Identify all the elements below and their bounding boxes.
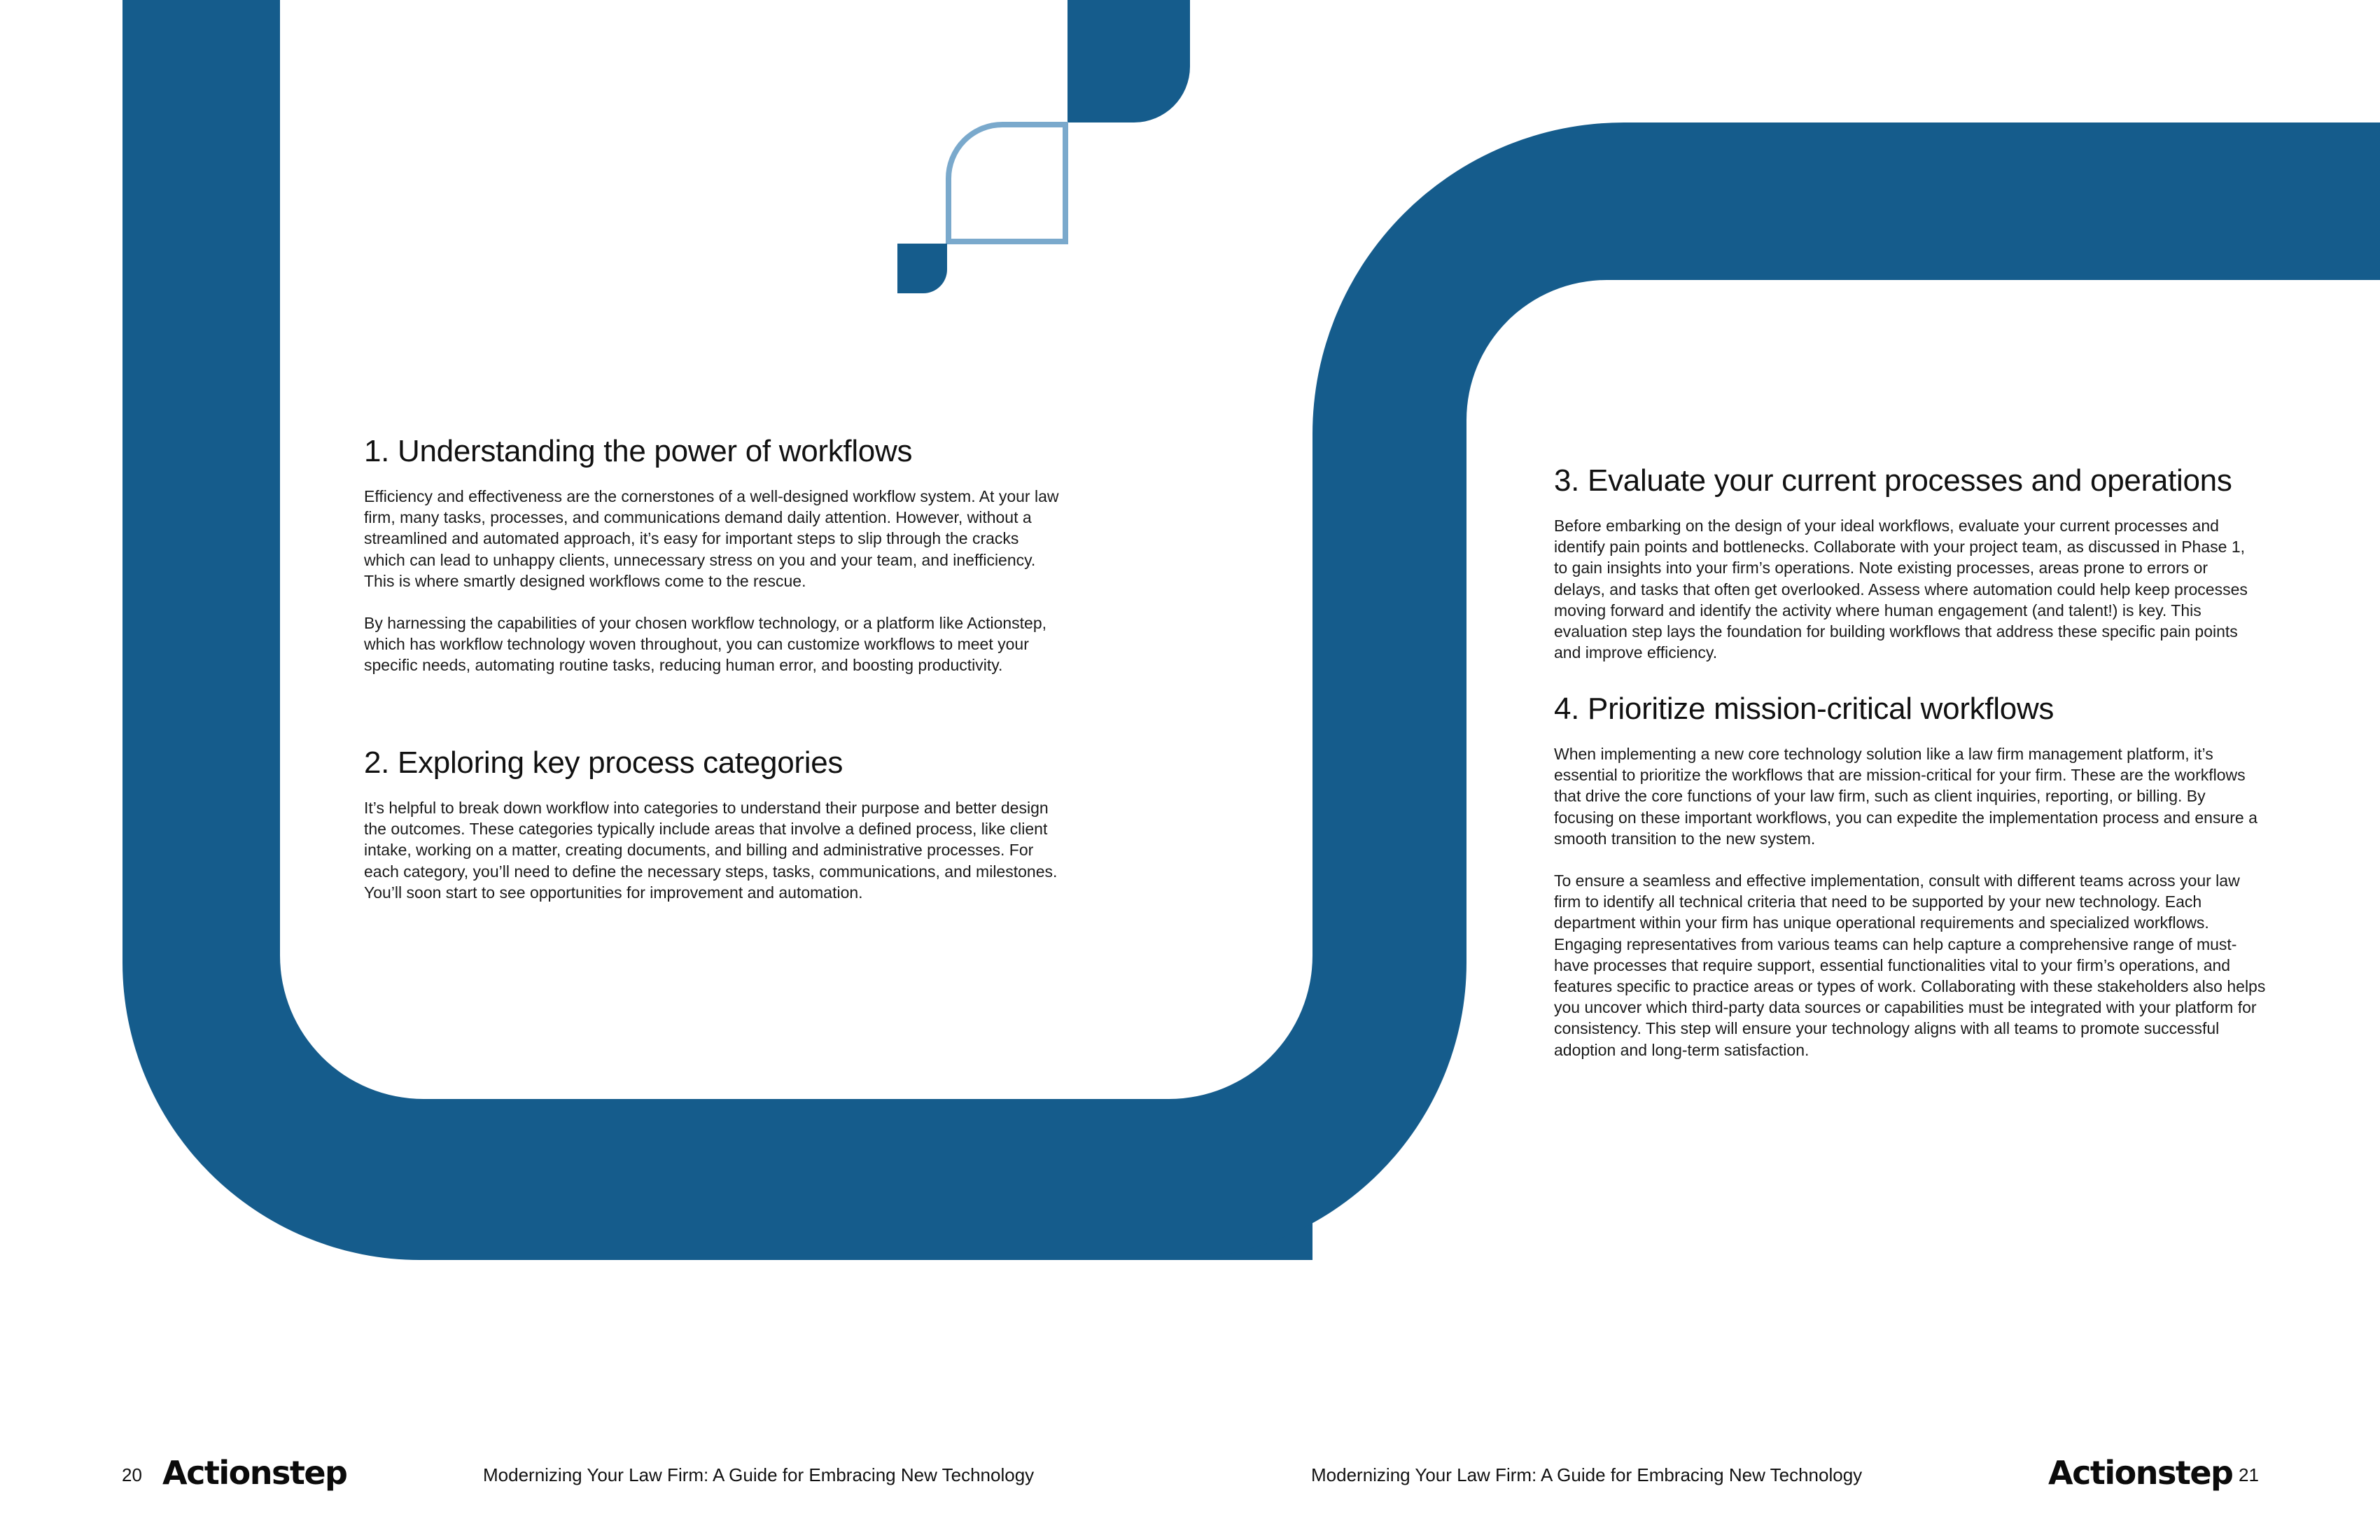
small-block-shape: [897, 244, 947, 293]
section-evaluate-processes: [1554, 462, 2261, 684]
section-key-process-categories: [364, 744, 1064, 924]
section-paragraph: By harnessing the capabilities of your chosen workflow technology, or a platform like Actionstep, which has workflow technology woven throughout, you can customize workflows to meet your specific needs, automating routine tasks, reducing human error, and boosting productivity.: [364, 614, 1047, 675]
top-block-shape: [1068, 0, 1190, 122]
section-understanding-workflows: [364, 433, 1064, 697]
right-footer-title: Modernizing Your Law Firm: A Guide for Embracing New Technology: [1311, 1464, 1863, 1485]
left-actionstep-logo: Actionstep: [162, 1454, 347, 1492]
section-heading: 4. Prioritize mission-critical workflows: [1554, 692, 2054, 726]
section-heading: 3. Evaluate your current processes and operations: [1554, 463, 2232, 498]
left-page-number: 20: [122, 1464, 142, 1485]
section-paragraph: To ensure a seamless and effective implementation, consult with different teams across your law firm to identify all technical criteria that need to be supported by your new technology. Each department within your firm has unique operational requirements and specialized workflows. Engaging representatives from various teams can help capture a comprehensive range of must-have processes that require support, essential functionalities vital to your firm’s operations, and features specific to practice areas or types of work. Collaborating with these stakeholders also helps you uncover which third-party data sources or capabilities must be integrated with your platform for consistency. This step will ensure your technology aligns with all teams to promote successful adoption and long-term satisfaction.: [1554, 872, 2266, 1059]
section-paragraph: Before embarking on the design of your ideal workflows, evaluate your current processes and identify pain points and bottlenecks. Collaborate with your project team, as discussed in Phase 1, to gain insights into your firm’s operations. Note existing processes, areas prone to errors or delays, and tasks that often get overlooked. Assess where automation could help keep processes moving forward and identify the activity where human engagement (and talent!) is key. This evaluation step lays the foundation for building workflows that address these specific pain points and improve efficiency.: [1554, 517, 2248, 662]
section-prioritize-workflows: [1554, 690, 2268, 1082]
section-paragraph: It’s helpful to break down workflow into categories to understand their purpose and better design the outcomes. These categories typically include areas that involve a defined process, like client intake, working on a matter, creating documents, and billing and administrative processes. For each category, you’ll need to define the necessary steps, tasks, communications, and milestones. You’ll soon start to see opportunities for improvement and automation.: [364, 799, 1058, 902]
section-heading: 1. Understanding the power of workflows: [364, 434, 913, 468]
section-paragraph: Efficiency and effectiveness are the cornerstones of a well-designed workflow system. At your law firm, many tasks, processes, and communications demand daily attention. However, without a streamlined and automated approach, it’s easy for important steps to slip through the cracks which can lead to unhappy clients, unnecessary stress on you and your team, and inefficiency. This is where smartly designed workflows come to the rescue.: [364, 487, 1059, 590]
section-paragraph: When implementing a new core technology solution like a law firm management platform, it’s essential to prioritize the workflows that are mission-critical for your firm. These are the workflows that drive the core functions of your law firm, such as client inquiries, reporting, or billing. By focusing on these important workflows, you can expedite the implementation process and ensure a smooth transition to the new system.: [1554, 745, 2258, 848]
right-actionstep-logo: Actionstep: [2048, 1454, 2233, 1492]
left-footer-title: Modernizing Your Law Firm: A Guide for Embracing New Technology: [483, 1464, 1035, 1485]
section-heading: 2. Exploring key process categories: [364, 746, 844, 780]
right-page-number: 21: [2239, 1464, 2259, 1485]
